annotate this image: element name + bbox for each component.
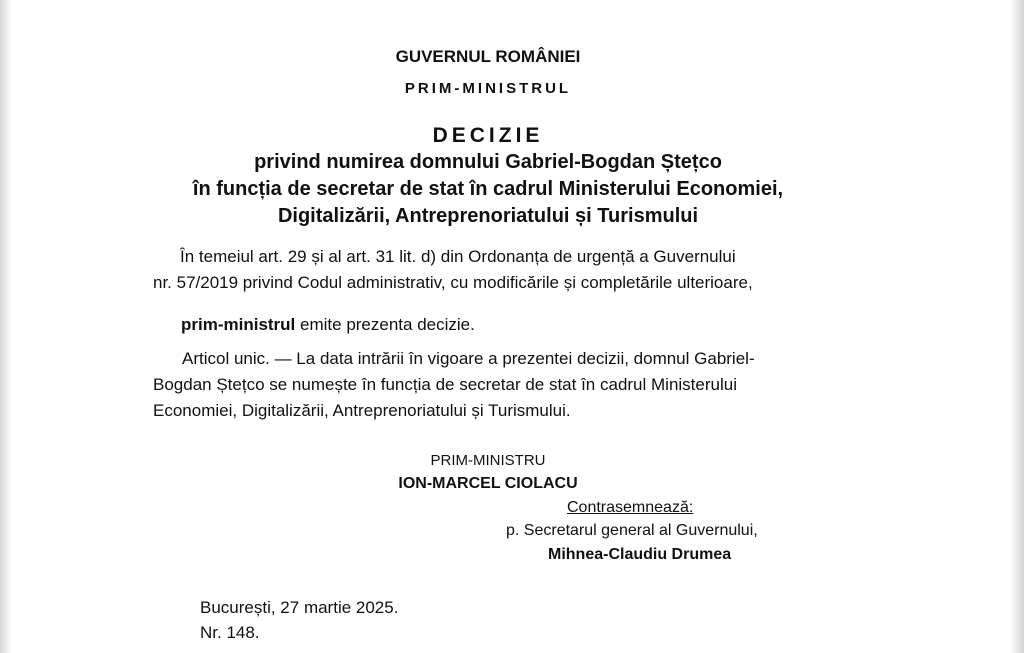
title-line-3: Digitalizării, Antreprenoriatului și Turismului — [277, 205, 699, 227]
signatory-name: ION-MARCEL CIOLACU — [398, 475, 578, 492]
government-heading: GUVERNUL ROMÂNIEI — [395, 47, 581, 66]
article-line-3: Economiei, Digitalizării, Antreprenoriatului și Turismului. — [153, 401, 571, 420]
document-type-title: DECIZIE — [432, 124, 544, 147]
page-edge-left — [0, 0, 12, 653]
place-and-date: București, 27 martie 2025. — [200, 598, 399, 617]
document-number: Nr. 148. — [200, 623, 260, 642]
countersign-role: p. Secretarul general al Guvernului, — [506, 522, 758, 539]
issuing-statement — [181, 315, 475, 335]
issuer-bold: prim-ministrul — [181, 315, 296, 334]
article-line-2: Bogdan Ștețco se numește în funcția de secretar de stat în cadrul Ministerului — [153, 375, 737, 394]
issuer-rest: emite prezenta decizie. — [295, 315, 475, 334]
title-line-1: privind numirea domnului Gabriel-Bogdan Ștețco — [254, 151, 722, 173]
page-edge-right — [1010, 0, 1024, 653]
countersign-name: Mihnea-Claudiu Drumea — [548, 546, 732, 563]
article-line-1: Articol unic. — La data intrării în vigoare a prezentei decizii, domnul Gabriel- — [182, 349, 755, 368]
issuer-heading: PRIM-MINISTRUL — [404, 80, 572, 97]
legal-basis-line-2: nr. 57/2019 privind Codul administrativ, cu modificările și completările ulterioare, — [153, 273, 753, 292]
legal-basis-line-1: În temeiul art. 29 și al art. 31 lit. d) din Ordonanța de urgență a Guvernului — [180, 247, 736, 266]
signatory-title: PRIM-MINISTRU — [430, 452, 546, 469]
title-line-2: în funcția de secretar de stat în cadrul Ministerului Economiei, — [192, 178, 784, 200]
countersign-label: Contrasemnează: — [567, 499, 694, 516]
